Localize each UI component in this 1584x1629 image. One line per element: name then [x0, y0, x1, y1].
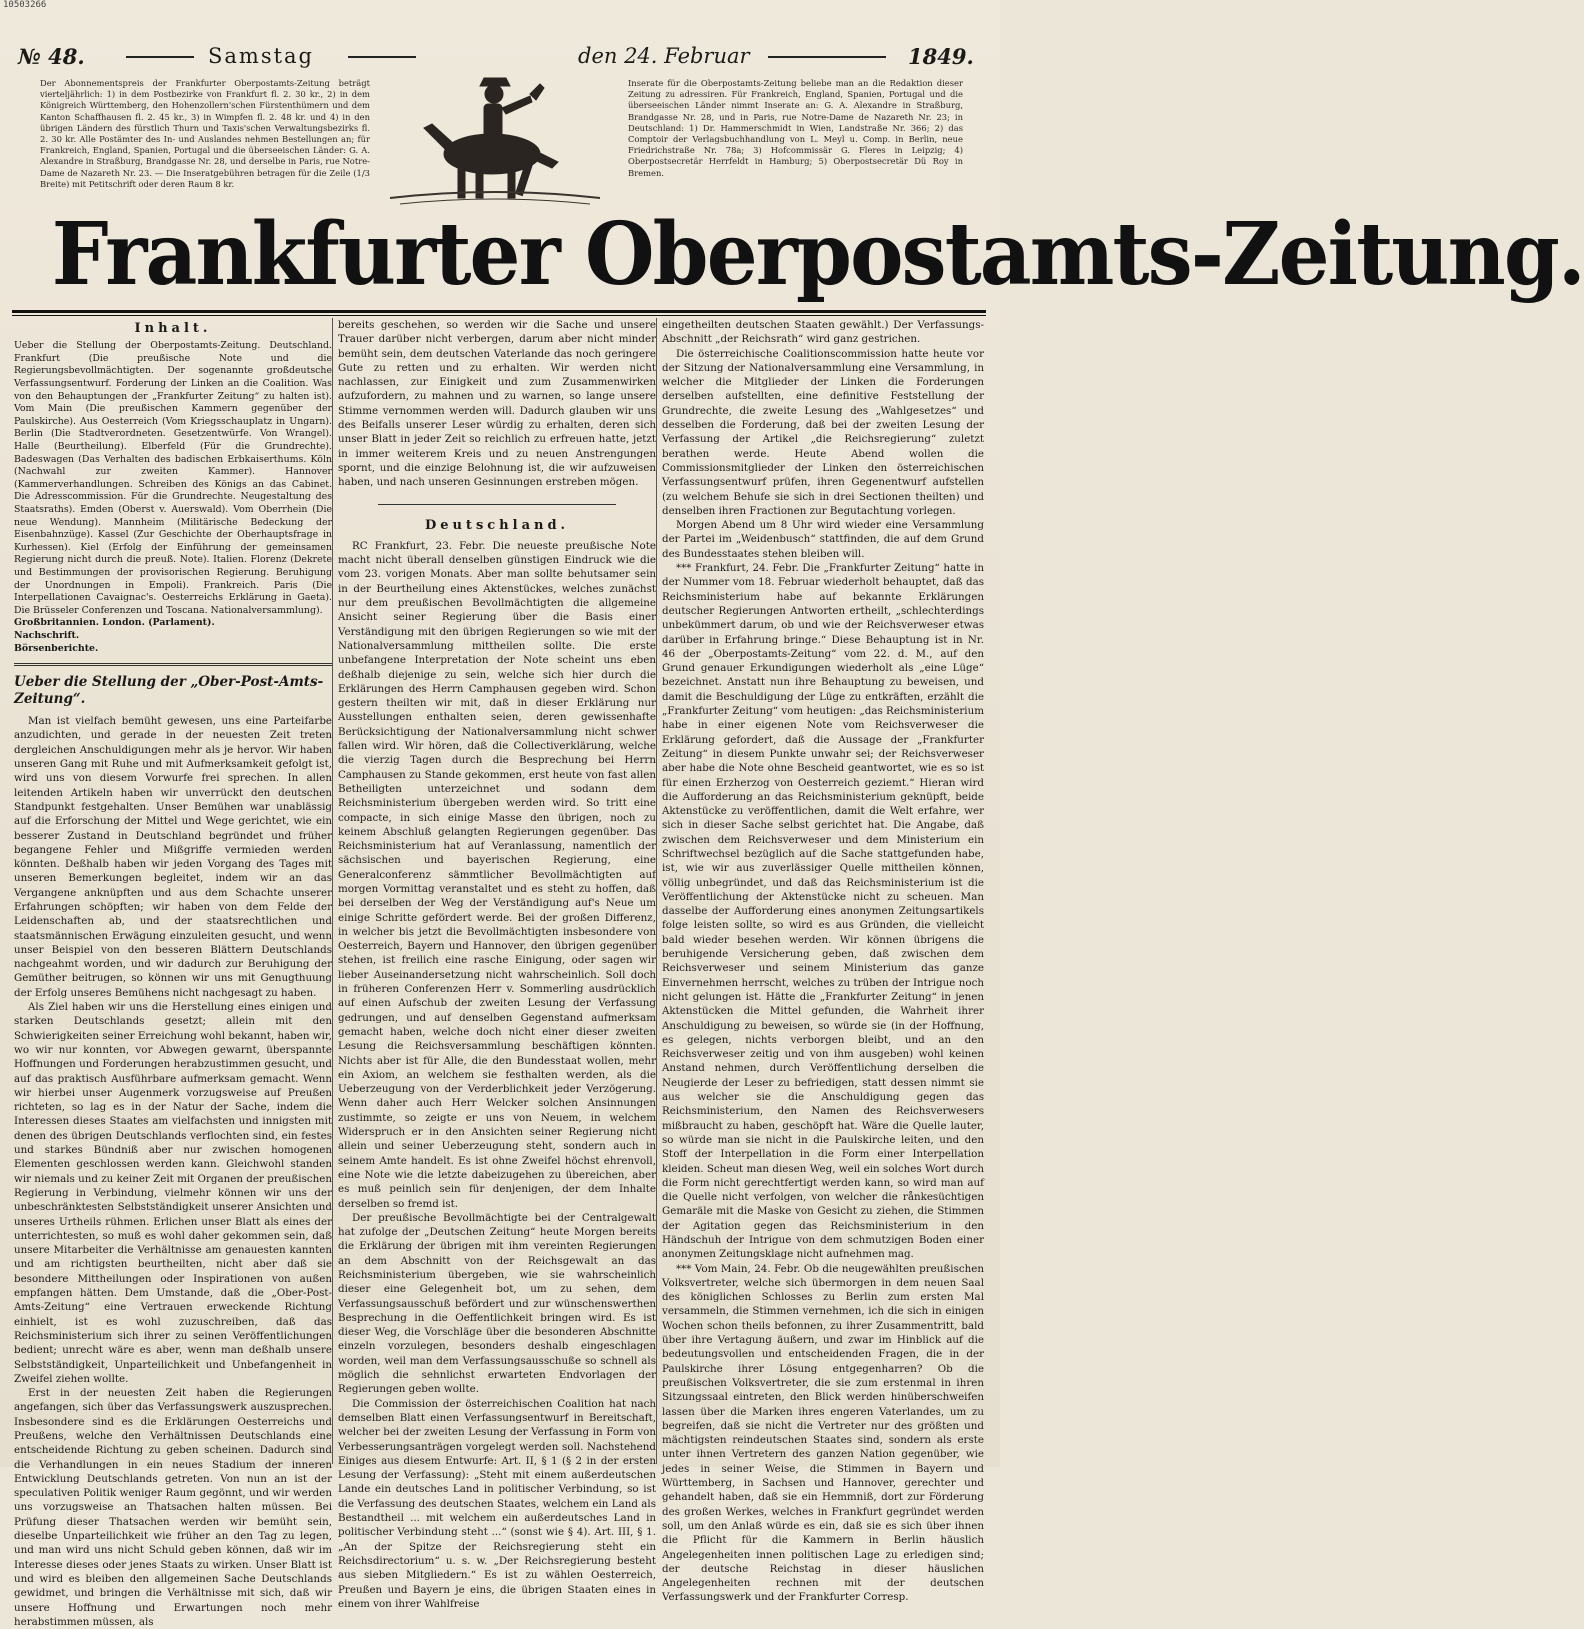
issue-number: № 48. — [18, 44, 85, 69]
subscription-notice: Der Abonnementspreis der Frankfurter Oberpostamts-Zeitung beträgt vierteljährlich: 1) in dem Postbezirke von Frankfurt fl. 2. 30 kr., 2) in dem Königreich Württemberg, den Hohenzollern'schen Fürstenthümern und dem Kanton Schaffhausen fl. 2. 45 kr., 3) in Wimpfen fl. 2. 48 kr. und 4) in den übrigen Ländern des fürstlich Thurn und Taxis'schen Verwaltungsbezirks fl. 2. 30 kr. Alle Postämter des In- und Auslandes nehmen Bestellungen an; für Frankreich, England, Spanien, Portugal und die überseeischen Länder: G. A. Alexandre in Straßburg, Brandgasse Nr. 28, und derselbe in Paris, rue Notre-Dame de Nazareth Nr. 23. — Die Inseratgebühren betragen für die Zeile (1/3 Breite) mit Petitschrift oder deren Raum 8 kr. — [40, 78, 370, 189]
scan-id: 10503266 — [3, 0, 47, 10]
contents-list: Ueber die Stellung der Oberpostamts-Zeitung. Deutschland. Frankfurt (Die preußische Note und die Regierungsbevollmächtigten. Der sogenannte großdeutsche Verfassungsentwurf. Forderung der Linken an die Coalition. Was von den Behauptungen der „Frankfurter Zeitung“ zu halten ist). Vom Main (Die preußischen Kammern gegenüber der Paulskirche). Aus Oesterreich (Vom Kriegsschauplatz in Ungarn). Berlin (Die Stadtverordneten. Gesetzentwürfe. Von Wrangel). Halle (Beurtheilung). Elberfeld (Für die Grundrechte). Badeswagen (Das Verhalten des badischen Erbkaiserthums. Köln (Nachwahl zur zweiten Kammer). Hannover (Kammerverhandlungen. Schreiben des Königs an das Cabinet. Die Adresscommission. Für die Grundrechte. Neugestaltung des Staatsraths). Emden (Oberst v. Auerswald). Vom Oberrhein (Die neue Wendung). Mannheim (Militärische Bedeckung der Eisenbahnzüge). Kassel (Zur Geschichte der Oberhauptsfrage in Kurhessen). Kiel (Erfolg der Einführung der gemeinsamen Regierung nicht durch die preuß. Note). Italien. Florenz (Dekrete und Bestimmungen der provisorischen Regierung. Beruhigung der Unordnungen in Empoli). Frankreich. Paris (Die Interpellationen Cavaignac's. Oesterreichs Erklärung in Gaeta). Die Brüsseler Conferenzen und Toscana. Nationalversammlung). — [14, 340, 332, 616]
article-paragraph: Morgen Abend um 8 Uhr wird wieder eine Versammlung der Partei im „Weidenbusch“ stattfinden, die auf dem Grund des Bundesstaates stehen bleiben will. — [662, 519, 984, 560]
masthead: Frankfurter Oberpostamts-Zeitung. — [51, 204, 1584, 305]
article-paragraph: *** Frankfurt, 24. Febr. Die „Frankfurter Zeitung“ hatte in der Nummer vom 18. Februar wiederholt behauptet, daß das Reichsministerium habe auf bekannte Erklärungen deutscher Regierungen Antworten ertheilt, „schlechterdings unbekümmert darum, ob und wie der Reichsverweser etwas darüber in Erfahrung bringe.“ Diese Behauptung ist in Nr. 46 der „Oberpostamts-Zeitung“ vom 22. d. M., auf den Grund genauer Erkundigungen wiederholt als „eine Lüge“ bezeichnet. Anstatt nun ihre Behauptung zu beweisen, und damit die Beschuldigung der Lüge zu entkräften, erzählt die „Frankfurter Zeitung“ vom heutigen: „das Reichsministerium habe in einer eigenen Note vom Reichsverweser die Erklärung gefordert, daß die Aussage der „Frankfurter Zeitung“ in diesem Punkte unwahr sei; der Reichsverweser aber habe die Note ohne Bescheid geantwortet, wie es so ist für einen Erzherzog von Oesterreich geziemt.“ Hieran wird die Aufforderung an das Reichsministerium geknüpft, beide Aktenstücke zu veröffentlichen, damit die Welt erfahre, wer sich in dieser Sache selbst gerichtet hat. Die Angabe, daß zwischen dem Reichsverweser und dem Ministerium ein Schriftwechsel bezüglich auf die Sache stattgefunden habe, ist, wie wir aus zuverlässiger Quelle mittheilen können, völlig unbegründet, und daß das Reichsministerium ist die Veröffentlichung der Aktenstücke nicht zu scheuen. Man dasselbe der Aufforderung eines anonymen Zeitungsartikels folge leisten sollte, so wird es aus Gründen, die vielleicht bald wieder besehen werden. Wir können übrigens die beruhigende Versicherung geben, daß zwischen dem Reichsverweser und seinem Ministerium das ganze Einvernehmen herrscht, welches zu trüben der Intrigue noch nicht gelungen ist. Hätte die „Frankfurter Zeitung“ in jenen Aktenstücken die Mittel gefunden, die Wahrheit ihrer Anschuldigung zu beweisen, so würde sie (in der Hoffnung, es gelegen, nichts verborgen bleibt, und an den Reichsverweser zeitig und von ihm ausgeben) wohl keinen Anstand nehmen, durch Veröffentlichung derselben die Neugierde der Leser zu befriedigen, statt dessen nimmt sie aus welcher sie die Anschuldigung gegen das Reichsministerium, den Namen des Reichsverwesers mißbraucht zu haben, geschöpft hat. Wäre die Quelle lauter, so würde man sie nicht in die Paulskirche leiten, und den Stoff der Interpellation in die Form einer Interpellation kleiden. Scheut man diesen Weg, weil ein solches Wort durch die Form nicht gerechtfertigt werden kann, so wird man auf die Quelle nicht verfolgen, von welcher die rånkesüchtigen Gemaräle mit die Maske von Gesicht zu ziehen, die Stimmen der Agitation gegen das Reichsministerium in den Händschuh der Intrigue von dem schmutzigen Boden einer anonymen Zeitungsklage nicht aufnehmen mag. — [662, 562, 984, 1261]
section-divider — [14, 663, 332, 666]
article-title: Ueber die Stellung der „Ober-Post-Amts-Zeitung“. — [14, 674, 324, 708]
header-rule — [126, 56, 194, 58]
contents-title: Inhalt. — [134, 321, 212, 336]
column-3 — [662, 318, 984, 1604]
section-title: Deutschland. — [424, 517, 570, 533]
article-paragraph: Als Ziel haben wir uns die Herstellung eines einigen und starken Deutschlands gesetzt; allein mit den Schwierigkeiten seiner Erreichung wohl bekannt, haben wir, wo wir nur konnten, vor Abwegen gewarnt, überspannte Hoffnungen und Forderungen herabzustimmen gesucht, und auf das praktisch Ausführbare aufmerksam gemacht. Wenn wir hierbei unser Augenmerk vorzugsweise auf Preußen richteten, so lag es in der Natur der Sache, indem die Interessen dieses Staates am vielfachsten und innigsten mit denen des übrigen Deutschlands verflochten sind, ein festes und starkes Bündniß aber nur zwischen homogenen Elementen geschlossen werden kann. Gleichwohl standen wir niemals und zu keiner Zeit mit Organen der preußischen Regierung in Verbindung, vielmehr können wir uns der unbeschränktesten Selbstständigkeit unserer Ansichten und unseres Urtheils rühmen. Erlichen unser Blatt als eines der unterrichtesten, so muß es wohl daher gekommen sein, daß unsere Mitarbeiter die Verhältnisse am genauesten kannten und am richtigsten beurtheilten, nicht aber daß sie besondere Mittheilungen oder Inspirationen von außen empfangen hätten. Dem Umstande, daß die „Ober-Post-Amts-Zeitung“ eine Vertrauen erweckende Richtung einhielt, ist es wohl zuzuschreiben, daß das Reichsministerium sich ihrer zu seinen Veröffentlichungen bedient; unrecht wäre es aber, wenn man deßhalb unsere Selbstständigkeit, Unparteilichkeit und Unbefangenheit in Zweifel ziehen wollte. — [14, 1001, 332, 1385]
column-2 — [338, 318, 656, 1610]
issue-date: den 24. Februar — [578, 44, 750, 68]
issue-weekday: Samstag — [208, 44, 314, 68]
article-paragraph: Erst in der neuesten Zeit haben die Regierungen angefangen, sich über das Verfassungswerk auszusprechen. Insbesondere sind es die Erklärungen Oesterreichs und Preußens, welche den Verhältnissen Deutschlands eine entscheidende Richtung zu geben scheinen. Dadurch sind die Verhandlungen in ein neues Stadium der inneren Entwicklung Deutschlands getreten. Von nun an ist der speculativen Politik weniger Raum gegönnt, und wir werden uns vorzugsweise an Thatsachen halten müssen. Bei Prüfung dieser Thatsachen werden wir bemüht sein, dieselbe Unparteilichkeit wie früher an den Tag zu legen, und man wird uns nicht Schuld geben können, daß wir im Interesse dieses oder jenes Staats zu wirken. Unser Blatt ist und wird es bleiben den allgemeinen Sache Deutschlands gewidmet, und bringen die Verhältnisse mit sich, daß wir unsere Hoffnung und Erwartungen noch mehr herabstimmen müssen, als — [14, 1387, 332, 1628]
article-paragraph: eingetheilten deutschen Staaten gewählt.) Der Verfassungs-Abschnitt „der Reichsrath“ wird ganz gestrichen. — [662, 319, 984, 346]
contents-item: Nachschrift. — [14, 629, 80, 641]
article-paragraph: *** Vom Main, 24. Febr. Ob die neugewählten preußischen Volksvertreter, welche sich übermorgen in dem neuen Saal des königlichen Schlosses zu Berlin zum ersten Mal versammeln, die Stimmen vernehmen, ich die sich in einigen Wochen schon theils befonnen, zu ihrer Zusammentritt, bald über ihre Vertagung äußern, und zwar im Hinblick auf die bedeutungsvollen und entscheidenden Fragen, die in der Paulskirche ihrer Lösung entgegenharren? Ob die preußischen Volksvertreter, die sie zum erstenmal in ihren Sitzungssaal eintreten, den Blick werden hinüberschweifen lassen über die Marken ihres engeren Vaterlandes, um zu begreifen, daß sie nicht die Vertreter nur des größten und mächtigsten reindeutschen Staates sind, sondern als erste unter ihnen Vertretern des ganzen Nation gegenüber, wie jedes in seiner Weise, die Stimmen in Bayern und Württemberg, in Sachsen und Hannover, gerechter und gehandelt haben, daß sie ein Hemmniß, dort zur Förderung des großen Werkes, welches in Frankfurt gegründet werden soll, um den Anlaß würde es ein, daß sie es sich über ihnen die Pflicht für die Kammern in Berlin häuslich Angelegenheiten innen politischen Lage zu erledigen sind; der deutsche Reichstag in dieser häuslichen Angelegenheiten rechnen mit der deutschen Verfassungswerk und der Frankfurter Corresp. — [662, 1262, 984, 1604]
article-paragraph: Die Commission der österreichischen Coalition hat nach demselben Blatt einen Verfassungsentwurf in Bereitschaft, welcher bei der zweiten Lesung der Verfassung in Form von Verbesserungsanträgen vorgelegt werden soll. Nachstehend Einiges aus diesem Entwurfe: Art. II, § 1 (§ 2 in der ersten Lesung der Verfassung): „Steht mit einem außerdeutschen Lande ein deutsches Land in politischer Verbindung, so ist die Verfassung des deutschen Staates, welchem ein Land als Bestandtheil ... mit welchem ein außerdeutsches Land in politischer Verbindung steht ...“ (sonst wie § 4). Art. III, § 1. „An der Spitze der Reichsregierung steht ein Reichsdirectorium“ u. s. w. „Der Reichsregierung besteht aus sieben Mitgliedern.“ Es ist zu wählen Oesterreich, Preußen und Bayern je eins, die übrigen Staaten eines in einem von ihrer Wahlfreise — [338, 1397, 656, 1610]
masthead-rule — [12, 310, 986, 313]
column-rule — [332, 318, 333, 1464]
article-paragraph: Die österreichische Coalitionscommission hatte heute vor der Sitzung der Nationalversammlung eine Versammlung, in welcher die Mitglieder der Linken die Forderungen derselben aufstellten, eine definitive Feststellung der Grundrechte, die zweite Lesung des „Wahlgesetzes“ und desselben die Forderung, daß bei der zweiten Lesung der Verfassung der Artikel „die Reichsregierung“ zuletzt berathen werde. Heute Abend wollen die Commissionsmitglieder der Linken den österreichischen Verfassungsentwurf prüfen, ihren Gegenentwurf aufstellen (zu welchem Behufe sie sich in drei Sectionen theilten) und denselben ihren Fractionen zur Begutachtung vorlegen. — [662, 347, 984, 517]
article-paragraph: RC Frankfurt, 23. Febr. Die neueste preußische Note macht nicht überall denselben günstigen Eindruck wie die vom 23. vorigen Monats. Aber man sollte behutsamer sein in der Beurtheilung eines Aktenstückes, welches zunächst nur dem preußischen Bevollmächtigten die allgemeine Ansicht seiner Regierung über die Basis einer Verständigung mit den übrigen Regierungen so wie mit der Nationalversammlung mittheilen sollte. Die erste unbefangene Interpretation der Note scheint uns eben deßhalb diejenige zu sein, welche sich hier durch die Erklärungen des Herrn Camphausen gegeben wird. Schon gestern theilten wir mit, daß in dieser Erklärung nur Ausstellungen enthalten seien, deren gewissenhafte Berücksichtigung der Nationalversammlung nicht schwer fallen wird. Wir hören, daß die Collectiverklärung, welche die vierzig Tagen durch die Besprechung bei Herrn Camphausen zu Stande gekommen, erst heute von fast allen Betheiligten unterzeichnet und sodann dem Reichsministerium übergeben werden wird. So tritt eine compacte, in sich einige Masse den übrigen, noch zu keinem Abschluß gelangten Regierungen gegenüber. Das Reichsministerium hat auf Veranlassung, namentlich der sächsischen und bayerischen Regierung, eine Generalconferenz sämmtlicher Bevollmächtigten auf morgen Vormittag veranstaltet und es steht zu hoffen, daß bei derselben der Weg der Verständigung auf's Neue um einige Schritte gefördert werde. Bei der großen Differenz, in welcher bis jetzt die Bevollmächtigten insbesondere von Oesterreich, Bayern und Hannover, den übrigen gegenüber stehen, ist freilich eine rasche Einigung, oder sagen wir lieber Auseinandersetzung nicht wahrscheinlich. Soll doch in früheren Conferenzen Herr v. Sommerling ausdrücklich auf einen Aufschub der zweiten Lesung der Verfassung gedrungen, und auf denselben Gegenstand aufmerksam gemacht haben, welche doch nicht einer dieser zweiten Lesung die Reichsversammlung beschäftigen könnten. Nichts aber ist für Alle, die den Bundesstaat wollen, mehr ein Axiom, an welchem sie festhalten werden, als die Ueberzeugung von der Verderblichkeit jeder Verzögerung. Wenn daher auch Herr Welcker solchen Ansinnungen zustimmte, so zeigte er uns von Neuem, in welchem Widerspruch er in den Ansichten seiner Regierung nicht allein und seiner Ueberzeugung steht, sondern auch in seinem Amte handelt. Es ist ohne Zweifel höchst ehrenvoll, eine Note wie die letzte dabeizugehen zu übereichen, aber es muß peinlich sein für denjenigen, der dem Inhalte derselben so fremd ist. — [338, 539, 656, 1210]
contents-item: Großbritannien. London. (Parlament). — [14, 617, 215, 629]
section-divider — [378, 504, 616, 505]
post-rider-emblem — [380, 58, 610, 206]
issue-year: 1849. — [908, 44, 974, 69]
article-paragraph: Man ist vielfach bemüht gewesen, uns eine Parteifarbe anzudichten, und gerade in der neuesten Zeit treten dergleichen Anschuldigungen mehr als je hervor. Wir haben unseren Gang mit Ruhe und mit Aufmerksamkeit gefolgt ist, wird uns von diesem Vorwurfe frei sprechen. In allen leitenden Artikeln haben wir unverrückt den deutschen Standpunkt festgehalten. Unser Bemühen war unablässig auf die Erforschung der Mittel und Wege gerichtet, wie ein besserer Zustand in Deutschland begründet und früher begangene Fehler und Mißgriffe vermieden werden könnten. Deßhalb haben wir jeden Vorgang des Tages mit unseren Bemerkungen begleitet, indem wir an das Vergangene anknüpften und aus dem Schachte unserer Erfahrungen schöpften; wir haben von dem Felde der Leidenschaften ab, und der staatsrechtlichen und staatsmännischen Erwägung einzuleiten gesucht, und wenn unser Beispiel von den besseren Blättern Deutschlands nachgeahmt worden, und wir dadurch zur Beruhigung der Gemüther beitrugen, so können wir uns mit Genugthuung der Erfolg unseres Bemühens nicht nachgesagt zu haben. — [14, 715, 332, 999]
header-rule — [768, 56, 886, 58]
column-rule — [656, 318, 657, 1464]
advertisement-notice: Inserate für die Oberpostamts-Zeitung beliebe man an die Redaktion dieser Zeitung zu adressiren. Für Frankreich, England, Spanien, Portugal und die überseeischen Länder nimmt Inserate an: G. A. Alexandre in Straßburg, Brandgasse Nr. 28, und in Paris, rue Notre-Dame de Nazareth Nr. 23; in Deutschland: 1) Dr. Hammerschmidt in Wien, Landstraße Nr. 366; 2) das Comptoir der Verlagsbuchhandlung von L. Meyl u. Comp. in Berlin, neue Friedrichstraße Nr. 78a; 3) Hofcommissär G. Fleres in Leipzig; 4) Oberpostsecretär Herrfeldt in Hamburg; 5) Oberpostsecretär Dü Roy in Bremen. — [628, 78, 963, 178]
contents-item: Börsenberichte. — [14, 642, 99, 654]
masthead-rule — [12, 315, 986, 316]
article-paragraph: Der preußische Bevollmächtigte bei der Centralgewalt hat zufolge der „Deutschen Zeitung“ heute Morgen bereits die Erklärung der übrigen mit ihm vereinten Regierungen an dem Abschnitt von der Reichsgewalt an das Reichsministerium übergeben, wie sie wahrscheinlich dieser eine Gelegenheit bot, um zu sehen, dem Verfassungsausschuß befördert und zur wünschenswerthen Besprechung in die Oeffentlichkeit bringen wird. Es ist dieser Weg, die Vorschläge über die besonderen Abschnitte einzeln vorzulegen, besonders deshalb eingeschlagen worden, weil man dem Verfassungsausschuße so schnell als möglich die sehnlichst erwarteten Endvorlagen der Regierungen geben wollte. — [338, 1211, 656, 1396]
column-1 — [14, 318, 332, 1628]
article-paragraph: bereits geschehen, so werden wir die Sache und unsere Trauer darüber nicht verbergen, darum aber nicht minder bemüht sein, dem deutschen Vaterlande das noch geringere Gute zu retten und zu erhalten. Wir werden nicht nachlassen, zur Einigkeit und zum Zusammenwirken aufzufordern, zu mahnen und zu warnen, so lange unsere Stimme vernommen werden will. Dadurch glauben wir uns des Beifalls unserer Leser würdig zu erhalten, deren sich unser Blatt in jeder Zeit so reichlich zu erfreuen hatte, jetzt in immer weiterem Kreis und zu neuen Anstrengungen spornt, und die einzige Belohnung ist, die wir aufzuweisen haben, und nach unseren Gesinnungen erstreben mögen. — [338, 319, 656, 489]
